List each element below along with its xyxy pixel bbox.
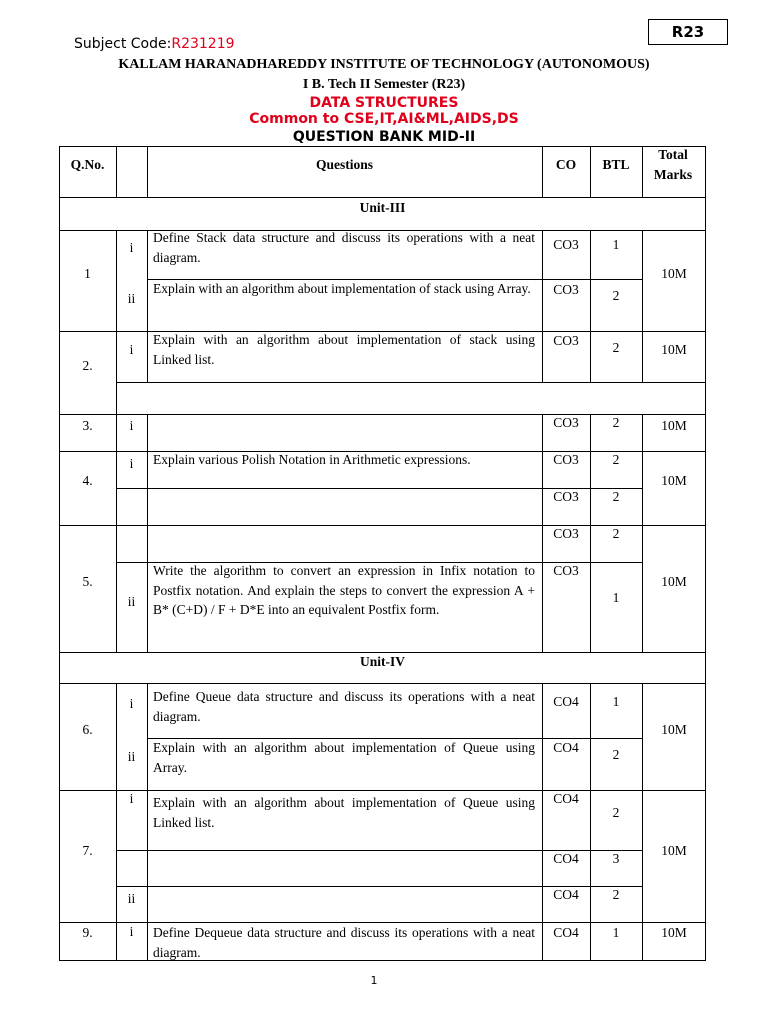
unit-iv-heading: Unit-IV [359,654,405,669]
co-value: CO4 [553,740,579,755]
institute-name: KALLAM HARANADHAREDDY INSTITUTE OF TECHNOLOGY (AUTONOMOUS) [118,57,650,72]
sub-number: i [129,696,134,711]
common-to-line: Common to CSE,IT,AI&ML,AIDS,DS [249,111,519,127]
table-rule [59,146,706,147]
course-title: DATA STRUCTURES [309,95,459,111]
regulation-badge: R23 [648,19,728,45]
marks-value: 10M [661,418,687,433]
btl-value: 2 [612,340,620,355]
qno-5: 5. [82,574,93,589]
btl-value: 1 [612,237,620,252]
btl-value: 2 [612,415,620,430]
sub-number: i [129,418,134,433]
table-rule [542,683,543,960]
header-co: CO [555,157,577,172]
subject-code-label: Subject Code: [74,36,172,52]
sub-number: ii [127,291,136,306]
marks-value: 10M [661,843,687,858]
unit-iii-heading: Unit-III [359,200,406,215]
qno-7: 7. [82,843,93,858]
question-text: Explain with an algorithm about implementation of stack using Array. [153,281,531,296]
table-rule [59,683,706,684]
co-value: CO4 [553,791,579,806]
co-value: CO3 [553,452,579,467]
table-rule [116,382,706,383]
co-value: CO4 [553,851,579,866]
btl-value: 2 [612,288,620,303]
btl-value: 2 [612,887,620,902]
co-value: CO4 [553,925,579,940]
co-value: CO3 [553,489,579,504]
qno-3: 3. [82,418,93,433]
btl-value: 1 [612,694,620,709]
co-value: CO4 [553,887,579,902]
co-value: CO3 [553,282,579,297]
marks-value: 10M [661,473,687,488]
table-rule [642,414,643,652]
table-rule [147,683,148,960]
question-text: Write the algorithm to convert an expression in Infix notation to Postfix notation. And explain the steps to convert the expression A + B* (C+D) / F + D*E into an equivalent Postfix form. [153,563,535,617]
table-rule [147,230,148,383]
sub-number: i [129,791,134,806]
co-value: CO3 [553,237,579,252]
subject-code-value: R231219 [171,36,235,52]
page-number: 1 [370,974,378,987]
marks-value: 10M [661,722,687,737]
question-text: Explain with an algorithm about implementation of stack using Linked list. [153,332,535,367]
sub-number: i [129,924,134,939]
subject-code [74,36,235,52]
btl-value: 1 [612,925,620,940]
marks-value: 10M [661,574,687,589]
co-value: CO3 [553,526,579,541]
btl-value: 2 [612,489,620,504]
question-text: Explain various Polish Notation in Arithmetic expressions. [153,452,471,467]
table-rule [116,146,117,197]
question-text: Explain with an algorithm about implementation of Queue using Array. [153,740,535,775]
btl-value: 2 [612,526,620,541]
header-btl: BTL [602,157,630,172]
qno-4: 4. [82,473,93,488]
table-rule [147,414,148,652]
marks-value: 10M [661,266,687,281]
co-value: CO4 [553,694,579,709]
question-text: Explain with an algorithm about implementation of Queue using Linked list. [153,795,535,830]
question-bank-title: QUESTION BANK MID-II [292,129,476,145]
question-text: Define Dequeue data structure and discuss its operations with a neat diagram. [153,925,535,960]
btl-value: 3 [612,851,620,866]
sub-number: i [129,240,134,255]
sub-number: ii [127,891,136,906]
qno-1: 1 [84,266,91,281]
header-questions: Questions [315,157,373,172]
table-rule [116,683,117,960]
sub-number: ii [127,749,136,764]
header-total-marks: Total Marks [653,147,693,182]
marks-value: 10M [661,925,687,940]
semester-line: I B. Tech II Semester (R23) [302,77,466,92]
qno-9: 9. [82,925,93,940]
btl-value: 2 [612,805,620,820]
qno-2: 2. [82,358,93,373]
sub-number: i [129,342,134,357]
question-text: Define Queue data structure and discuss its operations with a neat diagram. [153,689,535,724]
btl-value: 2 [612,452,620,467]
co-value: CO3 [553,563,579,578]
marks-value: 10M [661,342,687,357]
header-qno: Q.No. [70,157,105,172]
table-rule [642,230,643,383]
table-rule [642,146,643,197]
qno-6: 6. [82,722,93,737]
table-rule [59,790,706,791]
question-text: Define Stack data structure and discuss its operations with a neat diagram. [153,230,535,265]
sub-number: i [129,456,134,471]
sub-number: ii [127,594,136,609]
co-value: CO3 [553,333,579,348]
co-value: CO3 [553,415,579,430]
btl-value: 2 [612,747,620,762]
btl-value: 1 [612,590,620,605]
